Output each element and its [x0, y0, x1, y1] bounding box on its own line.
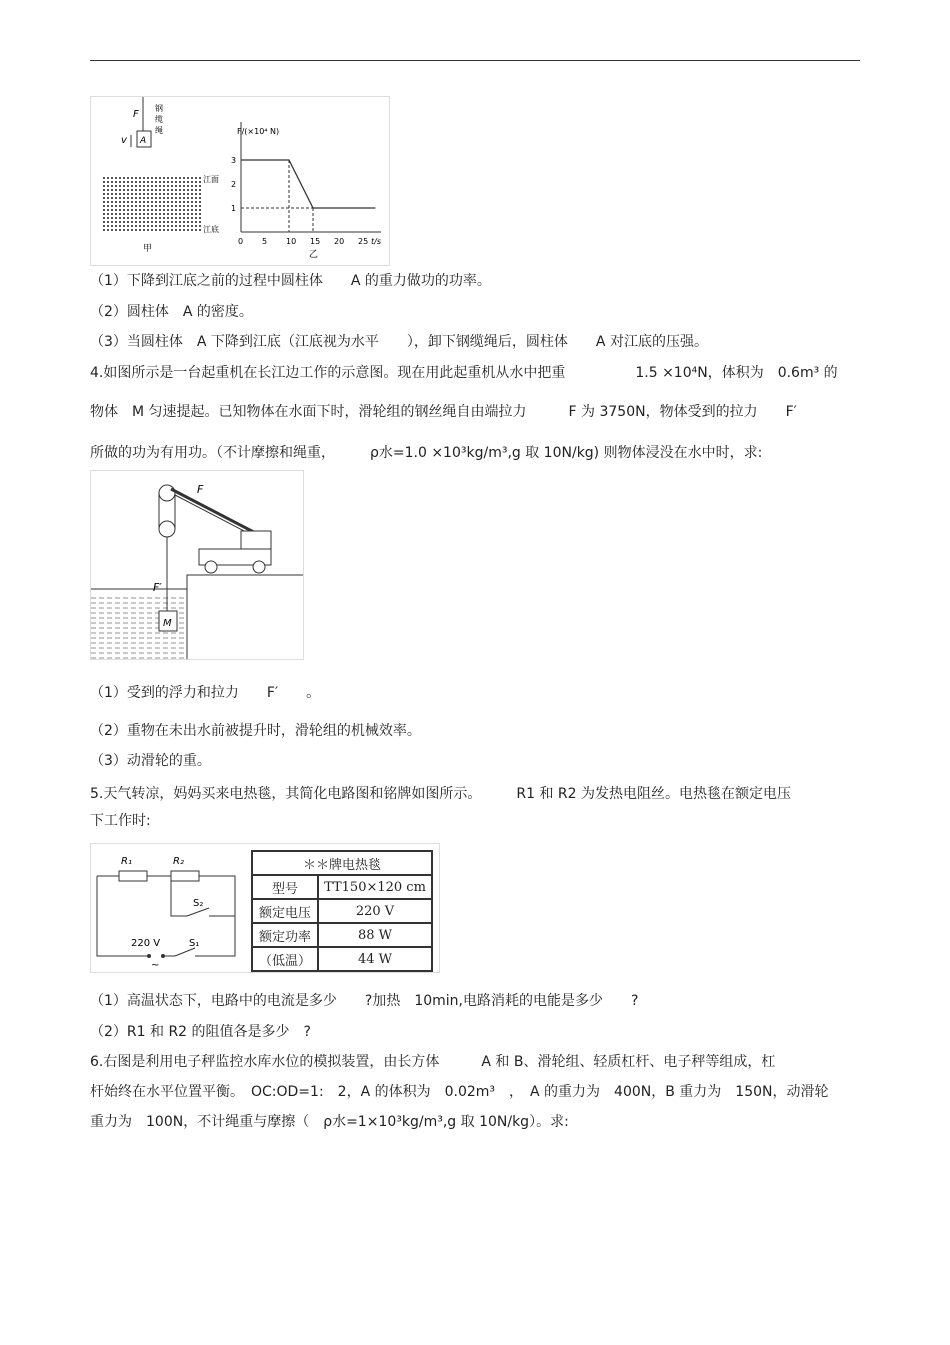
- q6-stem-line2: 杆始终在水平位置平衡。 OC:OD=1: 2，A 的体积为 0.02m³ ， A 的重力为 400N，B 重力为 150N，动滑轮: [90, 1084, 829, 1100]
- label-surface: 江面: [203, 175, 219, 184]
- switch-S1: [175, 948, 195, 956]
- resistor-R2: [171, 871, 199, 881]
- y-axis-label: F/(×10⁴ N): [237, 127, 280, 136]
- label-voltage: 220 V: [131, 938, 161, 949]
- label-A: A: [140, 136, 147, 146]
- label-ac: ~: [151, 960, 160, 971]
- label-rope: 钢: [155, 104, 163, 113]
- label-Fprime: F′: [153, 581, 162, 594]
- label-F: F: [197, 483, 204, 496]
- label-R1: R₁: [121, 856, 132, 867]
- fixed-pulley: [159, 485, 175, 501]
- nameplate-value: 220 V: [318, 899, 432, 923]
- nameplate-key: （低温）: [252, 947, 318, 971]
- water-region: [103, 177, 201, 233]
- q5-stem-line1: 5.天气转凉，妈妈买来电热毯，其简化电路图和铭牌如图所示。 R1 和 R2 为发热电阻丝。电热毯在额定电压: [90, 786, 791, 802]
- label-M: M: [163, 618, 172, 629]
- y-tick-label: 3: [231, 156, 237, 165]
- q3-figure: [90, 96, 390, 266]
- label-bottom: 江底: [203, 225, 219, 234]
- resistor-R1: [119, 871, 147, 881]
- label-S1: S₁: [189, 938, 200, 949]
- q5-stem-line2: 下工作时:: [90, 813, 151, 829]
- x-tick-label: 0: [238, 237, 244, 246]
- switch-S2: [187, 908, 209, 916]
- q3-part3: （3）当圆柱体 A 下降到江底（江底视为水平 ），卸下钢缆绳后，圆柱体 A 对江底的压强。: [90, 334, 708, 350]
- q4-stem-line3: 所做的功为有用功。（不计摩擦和绳重， ρ水=1.0 ×10³kg/m³,g 取 10N/kg) 则物体浸没在水中时，求:: [90, 445, 763, 461]
- label-R2: R₂: [173, 856, 184, 867]
- q4-stem-line2: 物体 M 匀速提起。已知物体在水面下时，滑轮组的钢丝绳自由端拉力 F 为 3750N，物体受到的拉力 F′: [90, 404, 797, 420]
- y-tick-label: 2: [231, 180, 237, 189]
- q3-chart: [231, 122, 381, 260]
- q4-crane-figure: [90, 470, 304, 660]
- nameplate-value: TT150×120 cm: [318, 875, 432, 899]
- nameplate-table: [251, 850, 433, 972]
- crane-svg: [91, 471, 303, 659]
- label-v: v: [121, 135, 127, 146]
- header-rule: [90, 60, 860, 61]
- q6-stem-line3: 重力为 100N，不计绳重与摩擦（ ρ水=1×10³kg/m³,g 取 10N/kg）。求:: [90, 1114, 569, 1130]
- label-F: F: [133, 109, 139, 120]
- x-tick-label: 20: [334, 237, 345, 246]
- label-S2: S₂: [193, 898, 204, 909]
- nameplate-value: 88 W: [318, 923, 432, 947]
- q4-part3: （3）动滑轮的重。: [90, 753, 211, 769]
- label-yi: 乙: [309, 250, 319, 260]
- q5-part1: （1）高温状态下，电路中的电流是多少 ?加热 10min,电路消耗的电能是多少 ?: [90, 993, 639, 1009]
- q4-part1: （1）受到的浮力和拉力 F′ 。: [90, 685, 321, 701]
- circuit-svg: [91, 844, 241, 972]
- q6-stem-line1: 6.右图是利用电子秤监控水库水位的模拟装置，由长方体 A 和 B、滑轮组、轻质杠杆、电子秤等组成，杠: [90, 1054, 776, 1070]
- label-rope-2: 缆: [155, 115, 163, 124]
- q5-part2: （2）R1 和 R2 的阻值各是多少 ?: [90, 1024, 311, 1040]
- q4-stem-line1: 4.如图所示是一台起重机在长江边工作的示意图。现在用此起重机从水中把重 1.5 ×10⁴N，体积为 0.6m³ 的: [90, 365, 838, 381]
- nameplate-key: 型号: [252, 875, 318, 899]
- q5-figure: [90, 843, 440, 973]
- x-axis-label: t/s: [371, 237, 381, 246]
- x-tick-label: 15: [310, 237, 321, 246]
- q3-part1: （1）下降到江底之前的过程中圆柱体 A 的重力做功的功率。: [90, 273, 491, 289]
- y-tick-label: 1: [231, 204, 237, 213]
- nameplate-title: ＊＊牌电热毯: [252, 851, 432, 875]
- q4-part2: （2）重物在未出水前被提升时，滑轮组的机械效率。: [90, 723, 421, 739]
- nameplate-key: 额定电压: [252, 899, 318, 923]
- nameplate-value: 44 W: [318, 947, 432, 971]
- label-jia: 甲: [143, 244, 153, 254]
- force-curve: [241, 160, 375, 208]
- x-tick-label: 25: [358, 237, 369, 246]
- nameplate-key: 额定功率: [252, 923, 318, 947]
- x-tick-label: 10: [286, 237, 297, 246]
- q3-figure-svg: [91, 97, 389, 265]
- x-tick-label: 5: [262, 237, 268, 246]
- movable-pulley: [159, 521, 175, 537]
- q3-part2: （2）圆柱体 A 的密度。: [90, 304, 253, 320]
- label-rope-3: 绳: [155, 126, 163, 135]
